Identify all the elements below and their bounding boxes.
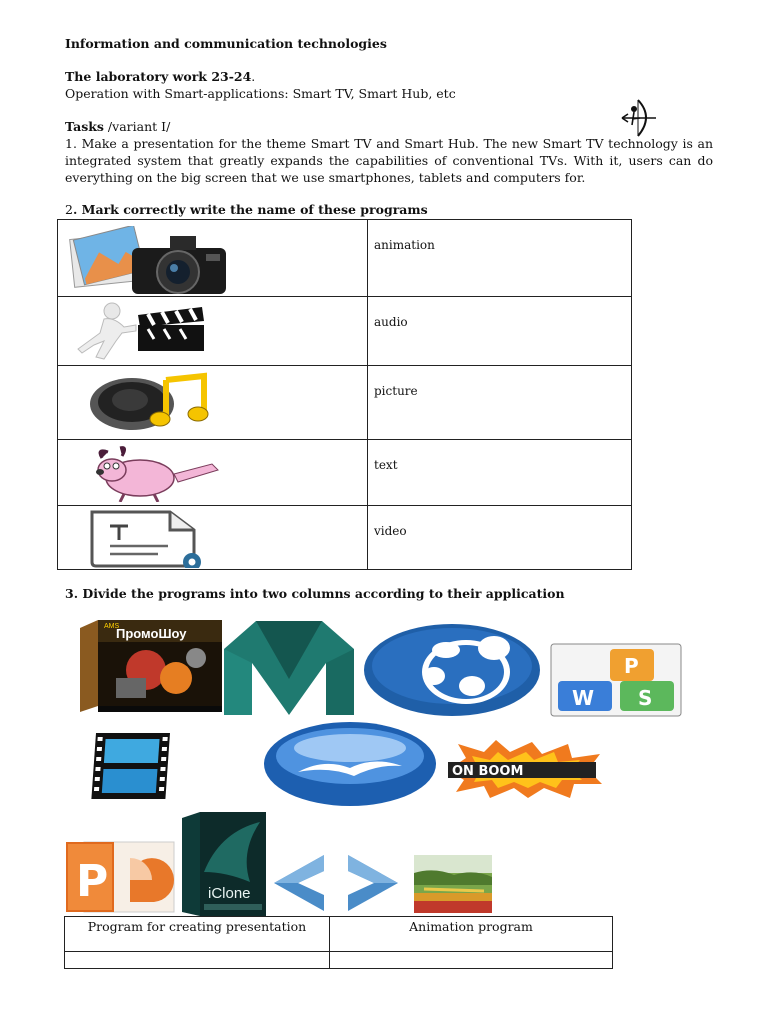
- lab-title-dot: .: [251, 69, 256, 84]
- tasks-label: Tasks: [65, 119, 104, 134]
- wps-office-logo: [550, 643, 682, 717]
- circles-blue-logo: [362, 622, 544, 718]
- lab-subtitle: Operation with Smart-applications: Smart TV, Smart Hub, etc: [65, 86, 456, 101]
- speaker-music-note-icon: [86, 372, 367, 432]
- cartoon-dog-icon: [94, 444, 367, 502]
- program-name-cell: video: [368, 506, 632, 570]
- table-icon-cell: [58, 366, 368, 440]
- clapperboard-figure-icon: [74, 301, 367, 361]
- table-row: [58, 506, 632, 570]
- tasks-heading: [65, 119, 170, 134]
- task-2-text: . Mark correctly write the name of these programs: [72, 202, 428, 217]
- wps-letter-p: P: [624, 654, 639, 678]
- table-row: [58, 297, 632, 366]
- wps-letter-w: W: [572, 686, 595, 710]
- promoshow-ams-text: AMS: [104, 623, 120, 630]
- film-strip-icon: [90, 733, 176, 799]
- program-name-cell: audio: [368, 297, 632, 366]
- task-3-heading: 3. Divide the programs into two columns according to their application: [65, 586, 565, 601]
- wps-letter-s: S: [638, 686, 653, 710]
- table-icon-cell: [58, 440, 368, 506]
- table-row: [58, 440, 632, 506]
- promoshow-title-text: ПромоШоу: [116, 626, 187, 641]
- table-icon-cell: [58, 220, 368, 297]
- iclone-text: iClone: [208, 885, 251, 902]
- program-columns-table: [64, 916, 613, 969]
- task-2-heading: [65, 202, 428, 217]
- text-document-icon: [88, 508, 367, 568]
- task-1-paragraph: 1. Make a presentation for the theme Smart TV and Smart Hub. The new Smart TV technology is an integrated system that greatly expands the capabilities of conventional TVs. With it, users can do everything on the big screen that we use smartphones, tablets and computers for.: [65, 136, 713, 185]
- table-row: [58, 366, 632, 440]
- table-icon-cell: [58, 297, 368, 366]
- program-name-cell: text: [368, 440, 632, 506]
- archer-icon: [620, 97, 660, 139]
- lab-title-text: The laboratory work 23-24: [65, 69, 252, 84]
- column-header-animation: Animation program: [330, 917, 613, 952]
- column-header-presentation: Program for creating presentation: [65, 917, 330, 952]
- table-row: [58, 220, 632, 297]
- code-brackets-logo: [272, 853, 400, 913]
- task-2-number: 2: [65, 202, 73, 217]
- openoffice-logo: [262, 718, 440, 808]
- autodesk-maya-logo: [222, 619, 356, 717]
- table-icon-cell: [58, 506, 368, 570]
- landscape-photo-icon: [414, 855, 492, 913]
- table-row: [65, 917, 613, 952]
- tasks-variant: /variant I/: [103, 119, 171, 134]
- table-row: [65, 952, 613, 969]
- powerpoint-logo: [64, 840, 176, 914]
- answer-cell-animation[interactable]: [330, 952, 613, 969]
- program-name-cell: picture: [368, 366, 632, 440]
- answer-cell-presentation[interactable]: [65, 952, 330, 969]
- svg-text:P: P: [76, 856, 109, 907]
- promoshow-logo: [76, 618, 226, 716]
- doc-header: Information and communication technologies: [65, 36, 387, 51]
- moovly-boom-text: ON BOOM: [452, 764, 524, 779]
- moovly-boom-logo: [444, 740, 604, 800]
- iclone-box-logo: [180, 812, 268, 916]
- programs-table: [57, 219, 632, 570]
- photo-camera-icon: [66, 226, 367, 296]
- program-name-cell: animation: [368, 220, 632, 297]
- lab-title: [65, 69, 255, 84]
